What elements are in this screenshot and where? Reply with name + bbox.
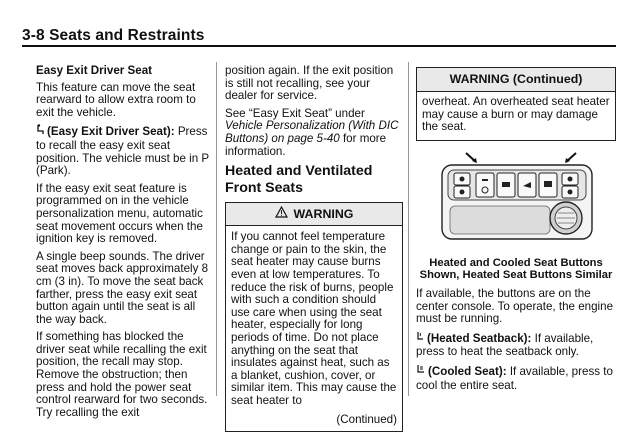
heated-seatback-icon [416,331,425,347]
personalization-link[interactable]: Vehicle Personalization (With DIC Buttons) on page 5-40 [225,119,399,145]
figure-caption: Heated and Cooled Seat Buttons Shown, Heated Seat Buttons Similar [419,256,613,282]
heated-seatback-paragraph [416,331,616,359]
see-text: See “Easy Exit Seat” under [225,106,365,120]
warning-box [225,202,403,432]
seat-icon [36,124,45,140]
easy-exit-programming: If the easy exit seat feature is programmed on in the vehicle personalization menu, automatic seat movement occurs when the ignition key is removed. [36,181,203,246]
easy-exit-heading: Easy Exit Driver Seat [36,64,153,77]
column-divider-2 [408,62,409,396]
warning-continued-text: overheat. An overheated seat heater may cause a burn or may damage the seat. [422,95,610,134]
see-personalization [225,108,403,158]
page-header-title: 3-8 Seats and Restraints [22,27,205,44]
warning-text: If you cannot feel temperature change or pain to the skin, the seat heater may cause burns even at low temperatures. To reduce the risk of burns, people with such a condition should use care when using the seat heater, especially for long periods of time. Do not place anything on the seat that insulates against heat, such as a blanket, cushion, cover, or similar item. This may cause the seat heater to [231,230,397,407]
column-2 [225,65,403,432]
warning-title: WARNING [293,207,354,222]
easy-exit-button-paragraph [36,124,214,177]
column-1 [36,65,214,424]
cooled-seat-text: If available, press to cool the entire seat. [416,364,613,392]
warning-continued: (Continued) [336,413,397,427]
header-rule [22,45,616,47]
cooled-seat-paragraph [416,364,616,392]
see-text-end: for more information. [225,131,387,158]
easy-exit-button-text: Press to recall the easy exit seat position. The vehicle must be in P (Park). [36,125,209,178]
console-drawing [436,151,596,245]
cooled-seat-label: (Cooled Seat): [428,364,507,378]
cooled-seat-icon [416,364,426,380]
buttons-location-text: If available, the buttons are on the center console. To operate, the engine must be running. [416,286,614,326]
heated-seatback-label: (Heated Seatback): [427,331,532,345]
warning-continued-header: WARNING (Continued) [417,68,615,92]
column-3 [416,65,616,397]
warning-body [226,226,402,431]
column-divider-1 [216,62,217,396]
warning-continued-box [416,67,616,141]
easy-exit-blocked: If something has blocked the driver seat while recalling the exit position, the recall may stop. Remove the obstruction; then press and hold the power seat control rearward for two seconds. Try recalling the exit [36,330,208,419]
warning-continued-body [417,92,615,140]
warning-header [226,203,402,226]
heated-seatback-text: If available, press to heat the seatback only. [416,331,594,359]
section-title: Heated and Ventilated Front Seats [225,163,373,196]
easy-exit-continued: position again. If the exit position is still not recalling, see your dealer for service. [225,64,394,103]
seat-buttons-illustration [436,151,596,245]
easy-exit-button-label: (Easy Exit Driver Seat): [47,125,175,139]
easy-exit-beep: A single beep sounds. The driver seat moves back approximately 8 cm (3 in). To move the seat back farther, press the easy exit seat button again until the seat is all the way back. [36,249,209,326]
easy-exit-intro: This feature can move the seat rearward to allow extra room to exit the vehicle. [36,80,196,119]
warning-triangle-icon [275,203,288,225]
